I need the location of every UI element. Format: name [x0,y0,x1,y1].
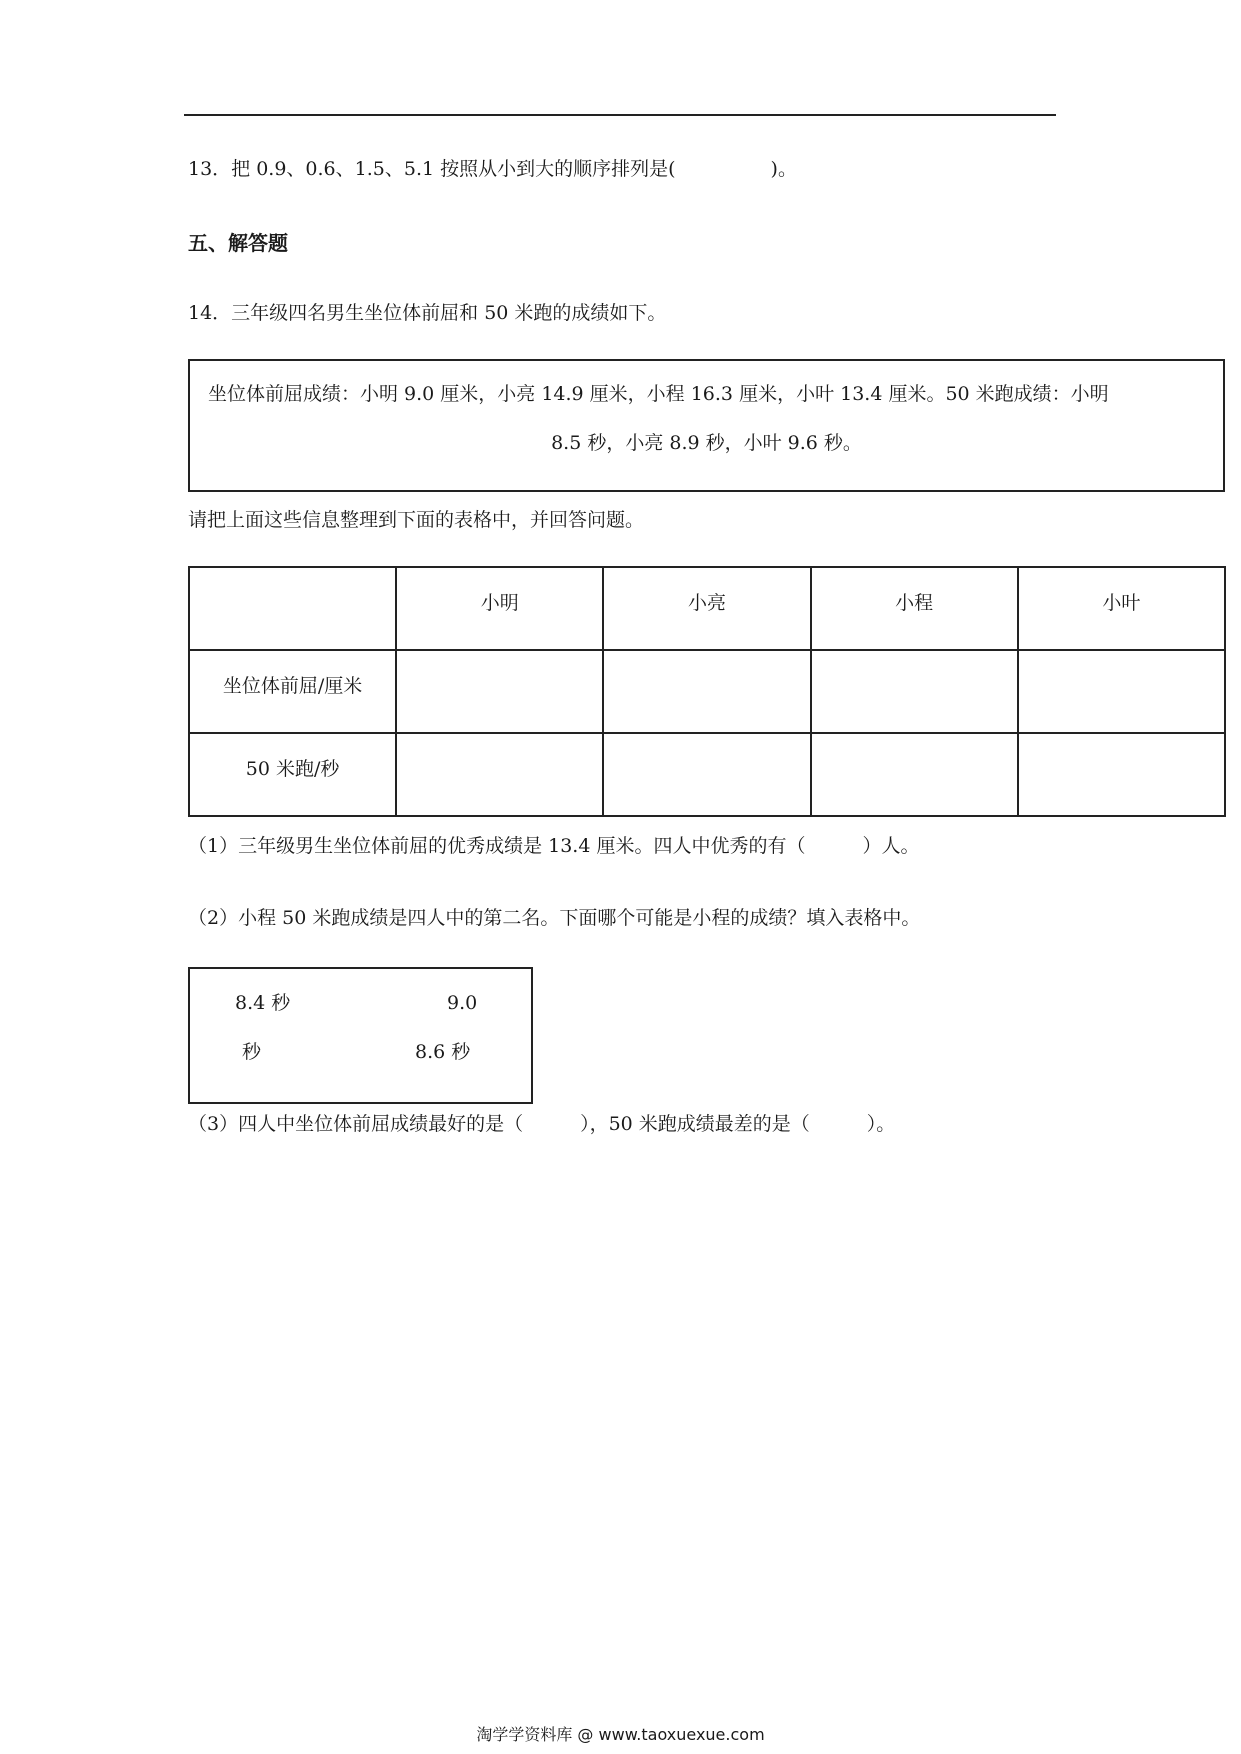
table-cell[interactable] [811,733,1018,816]
choice-option: 9.0 [447,992,478,1014]
row-label: 50 米跑/秒 [189,733,396,816]
question-13: 13．把 0.9、0.6、1.5、5.1 按照从小到大的顺序排列是( )。 [188,158,797,180]
row-label: 坐位体前屈/厘米 [189,650,396,733]
table-header-cell: 小叶 [1018,567,1225,650]
table-header-cell: 小程 [811,567,1018,650]
table-header-row [189,567,1225,650]
footer-watermark: 淘学学资料库 @ www.taoxuexue.com [476,1725,765,1744]
sub-question-3: （3）四人中坐位体前屈成绩最好的是（ ），50 米跑成绩最差的是（ ）。 [188,1113,896,1135]
table-cell[interactable] [396,650,603,733]
choice-option: 秒 [242,1041,262,1063]
table-header-cell [189,567,396,650]
sub-question-1: （1）三年级男生坐位体前屈的优秀成绩是 13.4 厘米。四人中优秀的有（ ）人。 [188,835,920,857]
choice-option: 8.4 秒 [235,992,291,1014]
table-cell[interactable] [603,733,810,816]
score-table [188,566,1226,817]
info-line-1: 坐位体前屈成绩：小明 9.0 厘米，小亮 14.9 厘米，小程 16.3 厘米，小叶 13.4 厘米。50 米跑成绩：小明 [208,383,1109,405]
question-14-intro: 14．三年级四名男生坐位体前屈和 50 米跑的成绩如下。 [188,302,667,324]
table-cell[interactable] [1018,650,1225,733]
table-header-cell: 小明 [396,567,603,650]
choice-option: 8.6 秒 [415,1041,471,1063]
info-line-2: 8.5 秒，小亮 8.9 秒，小叶 9.6 秒。 [551,432,862,454]
table-row [189,733,1225,816]
header-rule [184,114,1056,116]
table-row [189,650,1225,733]
table-cell[interactable] [396,733,603,816]
sub-question-2: （2）小程 50 米跑成绩是四人中的第二名。下面哪个可能是小程的成绩？填入表格中。 [188,907,921,929]
info-box [188,359,1225,492]
table-header-cell: 小亮 [603,567,810,650]
table-cell[interactable] [603,650,810,733]
section-title: 五、解答题 [188,231,288,255]
table-cell[interactable] [811,650,1018,733]
choice-box [188,967,533,1104]
table-cell[interactable] [1018,733,1225,816]
instruction: 请把上面这些信息整理到下面的表格中，并回答问题。 [188,509,645,531]
